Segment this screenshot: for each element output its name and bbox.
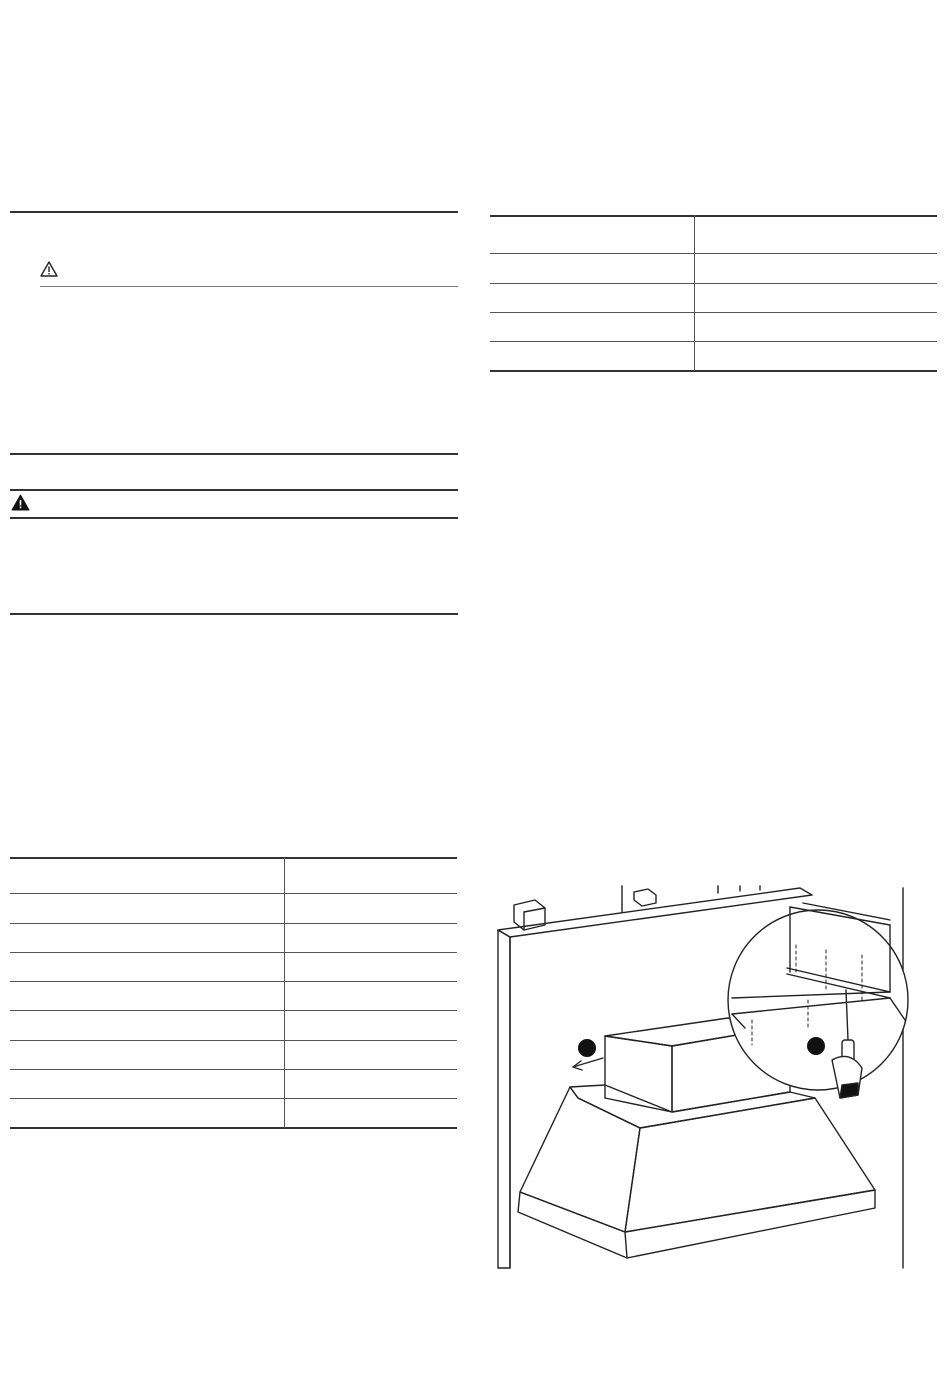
table-bottom-rule [10,1127,457,1129]
table-row-rule [10,1098,457,1099]
hood-front [625,1098,875,1232]
direction-arrow [573,1058,603,1067]
table-top-rule [490,215,937,217]
section-divider [10,613,458,615]
callout-2-marker [807,1037,825,1055]
table-row-rule [10,1010,457,1011]
hood-side [520,1087,640,1232]
table-row-rule [490,312,937,313]
section-divider [10,211,458,213]
table-row-rule [10,1069,457,1070]
hood-top [570,1085,815,1128]
table-row-rule [10,1040,457,1041]
table-row-rule [490,253,937,254]
hand-cuff [840,1083,858,1098]
table-row-rule [490,341,937,342]
table-column-divider [284,857,285,1128]
table-row-rule [490,283,937,284]
table-bottom-rule [490,370,937,372]
table-row-rule [10,893,457,894]
range-hood-installation-illustration [490,885,920,1270]
detail-magnifier [728,910,908,1090]
section-divider [10,453,458,455]
warning-top-rule [10,489,458,491]
hood-bottom-band [518,1190,875,1258]
cabinet-front-edge [498,930,510,1268]
warning-bottom-rule [10,517,458,519]
table-row-rule [10,923,457,924]
callout-1-marker [578,1039,596,1057]
table-row-rule [10,952,457,953]
table-row-rule [10,981,457,982]
duct-cover-side [605,1036,672,1112]
table-column-divider [694,215,695,371]
warning-underline [40,286,458,287]
warning-filled-icon [11,494,30,511]
warning-outline-icon [40,261,58,277]
table-top-rule [10,857,457,859]
